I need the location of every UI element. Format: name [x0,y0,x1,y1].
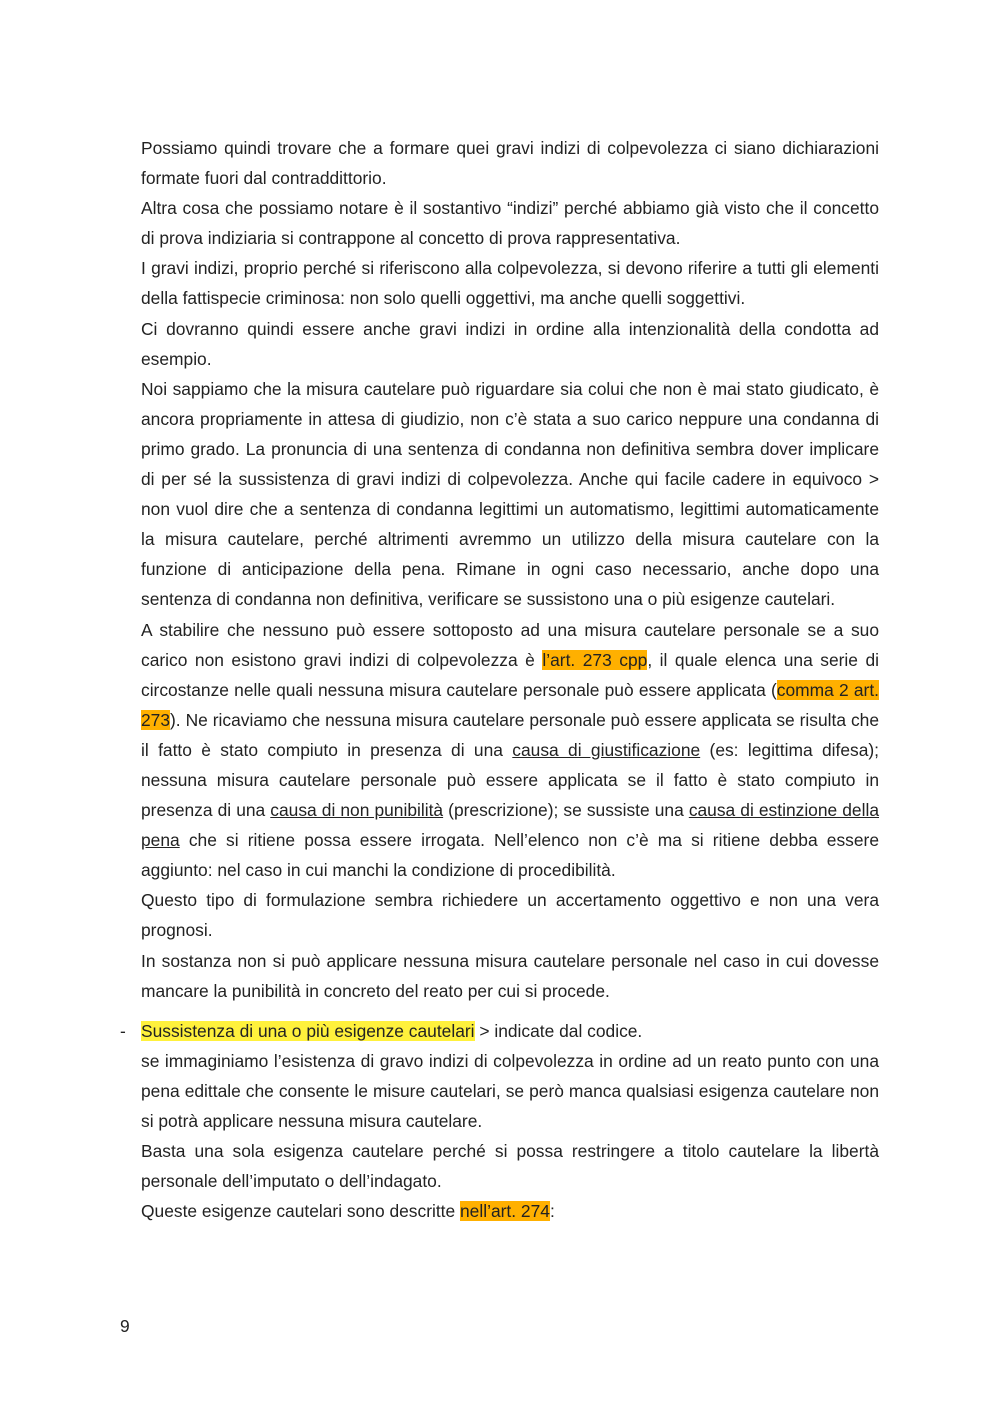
text-span: > indicate dal codice. [474,1020,643,1041]
highlight-art-273: l’art. 273 cpp [542,649,648,670]
text-span: : [549,1201,555,1222]
underline-causa-giustificazione: causa di giustificazione [512,739,701,760]
paragraph: Ci dovranno quindi essere anche gravi indizi in ordine alla intenzionalità della condotta ad esempio. [141,318,879,369]
bullet-dash: - [120,1020,126,1041]
text-span: (es: legittima difesa); nessuna misura cautelare personale può essere applicata se il fatto è stato compiuto in presenza di una [141,739,879,821]
paragraph: Questo tipo di formulazione sembra richiedere un accertamento oggettivo e non una vera prognosi. [141,890,879,941]
paragraph-art-274 [141,1196,879,1226]
body-text [120,133,880,1226]
paragraph: Altra cosa che possiamo notare è il sostantivo “indizi” perché abbiamo già visto che il concetto di prova indiziaria si contrappone al concetto di prova rappresentativa. [141,198,879,249]
paragraph: Basta una sola esigenza cautelare perché si possa restringere a titolo cautelare la libertà personale dell’imputato o dell’indagato. [141,1141,879,1192]
text-span: Queste esigenze cautelari sono descritte [141,1201,461,1222]
text-span: ). Ne ricaviamo che nessuna misura cautelare personale può essere applicata se risulta che il fatto è stato compiuto in presenza di una [141,709,879,760]
highlight-esigenze-cautelari: Sussistenza di una o più esigenze cautelari [141,1020,475,1041]
paragraph: In sostanza non si può applicare nessuna misura cautelare personale nel caso in cui dovesse mancare la punibilità in concreto del reato per cui si procede. [141,950,879,1001]
underline-causa-estinzione: causa di estinzione della pena [141,800,880,851]
paragraph: Noi sappiamo che la misura cautelare può riguardare sia colui che non è mai stato giudicato, è ancora propriamente in attesa di giudizio, non c’è stata a suo carico neppure una condanna di primo grado. La pronuncia di una sentenza di condanna non definitiva sembra dover implicare di per sé la sussistenza di gravi indizi di colpevolezza. Anche qui facile cadere in equivoco > non vuol dire che a sentenza di condanna legittimi un automatismo, legittimi automaticamente la misura cautelare, perché altrimenti avremmo un utilizzo della misura cautelare con la funzione di anticipazione della pena. Rimane in ogni caso necessario, anche dopo una sentenza di condanna non definitiva, verificare se sussistono una o più esigenze cautelari. [141,378,879,610]
text-span: A stabilire che nessuno può essere sottoposto ad una misura cautelare personale se a suo carico non esistono gravi indizi di colpevolezza è [141,619,879,670]
highlight-art-274: nell’art. 274 [460,1201,550,1222]
underline-causa-non-punibilita: causa di non punibilità [270,800,444,821]
text-span: , il quale elenca una serie di circostanze nelle quali nessuna misura cautelare personale può essere applicata ( [141,649,879,700]
highlight-comma-2: comma 2 art. 273 [141,679,879,730]
paragraph: Possiamo quindi trovare che a formare quei gravi indizi di colpevolezza ci siano dichiarazioni formate fuori dal contraddittorio. [141,138,879,189]
text-span: che si ritiene possa essere irrogata. Nell’elenco non c’è ma si ritiene debba essere aggiunto: nel caso in cui manchi la condizione di procedibilità. [141,830,879,881]
paragraph: I gravi indizi, proprio perché si riferiscono alla colpevolezza, si devono riferire a tutti gli elementi della fattispecie criminosa: non solo quelli oggettivi, ma anche quelli soggettivi. [141,258,879,309]
paragraph-art-273 [141,615,879,886]
text-span: (prescrizione); se sussiste una [443,800,689,821]
page-number: 9 [120,1316,130,1336]
list-item [120,1016,879,1046]
paragraph: se immaginiamo l’esistenza di gravo indizi di colpevolezza in ordine ad un reato punto con una pena edittale che consente le misure cautelari, se però manca qualsiasi esigenza cautelare non si potrà applicare nessuna misura cautelare. [141,1050,879,1131]
